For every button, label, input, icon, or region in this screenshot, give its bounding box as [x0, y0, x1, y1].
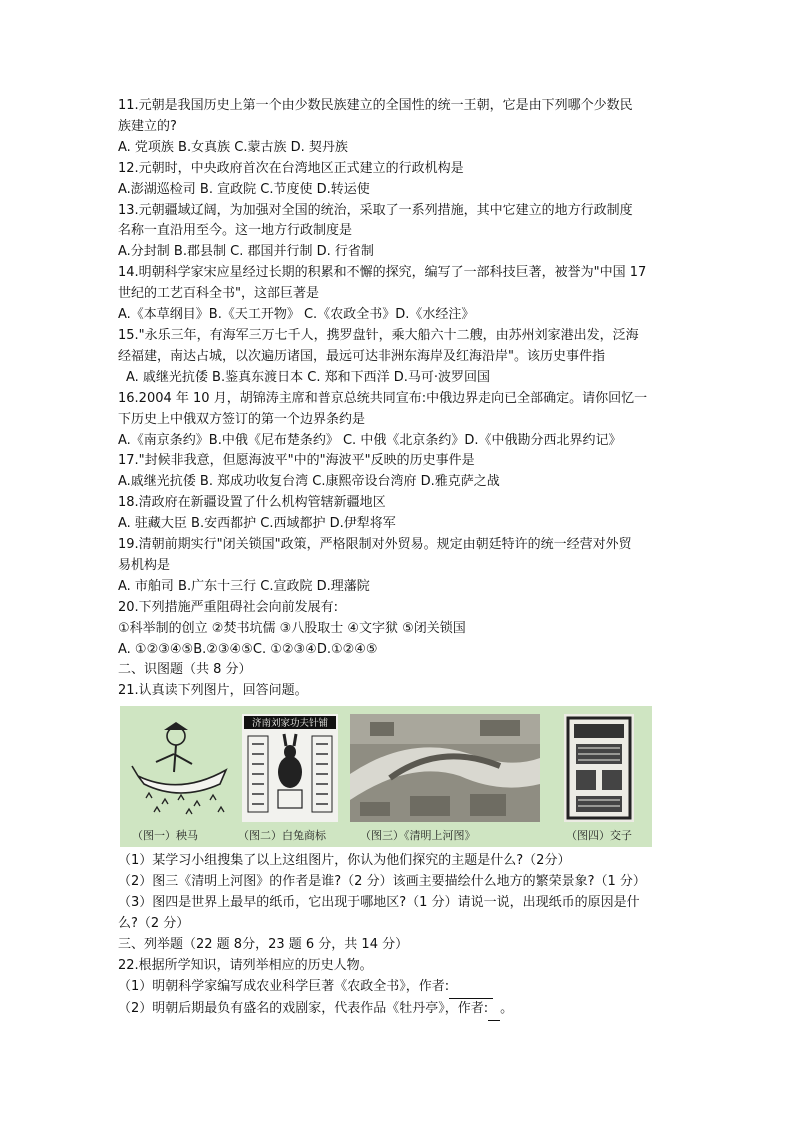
q11-options: A. 党项族 B.女真族 C.蒙古族 D. 契丹族	[118, 139, 348, 155]
q14-line-1: 14.明朝科学家宋应星经过长期的积累和不懈的探究，编写了一部科技巨著，被誉为"中国 17	[118, 265, 647, 281]
questions-21-22	[118, 851, 678, 1020]
q21-figure-strip	[120, 706, 652, 847]
caption-figure-3: （图三）《清明上河图》	[360, 829, 476, 843]
q12-options: A.澎湖巡检司 B. 宣政院 C.节度使 D.转运使	[118, 181, 370, 197]
caption-figure-2: （图二）白兔商标	[238, 829, 326, 843]
q21-sub-3-line-2: 么?（2 分）	[118, 916, 190, 931]
q16-line-2: 下历史上中俄双方签订的第一个边界条约是	[118, 411, 366, 427]
q15-line-2: 经福建，南达占城，以次遍历诸国，最远可达非洲东海岸及红海沿岸"。该历史事件指	[118, 348, 605, 364]
q18-stem: 18.清政府在新疆设置了什么机构管辖新疆地区	[118, 495, 386, 511]
q15-options: A. 戚继光抗倭 B.鉴真东渡日本 C. 郑和下西洋 D.马可·波罗回国	[126, 369, 490, 385]
q13-line-1: 13.元朝疆域辽阔，为加强对全国的统治，采取了一系列措施，其中它建立的地方行政制度	[118, 202, 633, 218]
caption-figure-4: （图四）交子	[566, 829, 632, 843]
q18-options: A. 驻藏大臣 B.安西都护 C.西域都护 D.伊犁将军	[118, 516, 396, 532]
q20-items: ①科举制的创立 ②焚书坑儒 ③八股取士 ④文字狱 ⑤闭关锁国	[118, 620, 466, 636]
q20-stem: 20.下列措施严重阻碍社会向前发展有:	[118, 599, 339, 615]
qingming-scroll-picture	[350, 714, 540, 822]
q21-sub-3-line-1: （3）图四是世界上最早的纸币，它出现于哪地区?（1 分）请说一说，出现纸币的原因是什	[118, 895, 640, 911]
q22-sub-2	[118, 999, 678, 1021]
exam-page	[118, 96, 678, 1021]
trademark-lettering: 济南刘家功夫针铺	[251, 718, 329, 730]
q22-sub-1-answer-blank[interactable]	[449, 977, 493, 999]
questions-11-21	[118, 96, 678, 702]
section-3-heading: 三、列举题（22 题 8分，23 题 6 分，共 14 分）	[118, 936, 409, 952]
q11-line-1: 11.元朝是我国历史上第一个由少数民族建立的全国性的统一王朝，它是由下列哪个少数民	[118, 98, 633, 113]
q13-options: A.分封制 B.郡县制 C. 郡国并行制 D. 行省制	[118, 244, 374, 260]
caption-figure-1: （图一）秧马	[132, 829, 198, 843]
seedling-horse-picture	[130, 714, 234, 822]
q22-sub-1	[118, 977, 678, 999]
jiaozi-paper-money-picture	[564, 714, 634, 822]
q16-options: A.《南京条约》B.中俄《尼布楚条约》 C. 中俄《北京条约》D.《中俄勘分西北界约记》	[118, 432, 622, 448]
white-rabbit-trademark-picture	[242, 714, 338, 822]
q12-stem: 12.元朝时，中央政府首次在台湾地区正式建立的行政机构是	[118, 160, 464, 176]
q14-line-2: 世纪的工艺百科全书"，这部巨著是	[118, 286, 319, 302]
q20-options: A. ①②③④⑤B.②③④⑤C. ①②③④D.①②④⑤	[118, 641, 378, 657]
q22-sub-2-text: （2）明朝后期最负有盛名的戏剧家，代表作品《牡丹亭》，作者:	[118, 1000, 489, 1016]
q13-line-2: 名称一直沿用至今。这一地方行政制度是	[118, 223, 353, 239]
q17-options: A.戚继光抗倭 B. 郑成功收复台湾 C.康熙帝设台湾府 D.雅克萨之战	[118, 474, 500, 490]
q21-stem: 21.认真读下列图片，回答问题。	[118, 683, 308, 699]
q21-sub-1: （1）某学习小组搜集了以上这组图片，你认为他们探究的主题是什么?（2分）	[118, 853, 571, 869]
q11-line-2: 族建立的?	[118, 118, 177, 134]
q22-stem: 22.根据所学知识，请列举相应的历史人物。	[118, 957, 373, 973]
q22-sub-2-tail: 。	[500, 1000, 514, 1016]
q16-line-1: 16.2004 年 10 月，胡锦涛主席和普京总统共同宣布:中俄边界走向已全部确定。请你回忆一	[118, 390, 648, 406]
q22-sub-1-text: （1）明朝科学家编写成农业科学巨著《农政全书》，作者:	[118, 978, 450, 994]
q22-sub-2-answer-blank[interactable]	[488, 999, 500, 1021]
q19-options: A. 市舶司 B.广东十三行 C.宣政院 D.理藩院	[118, 578, 370, 594]
q15-line-1: 15."永乐三年，有海军三万七千人，携罗盘针，乘大船六十二艘，由苏州刘家港出发，泛海	[118, 327, 639, 343]
q21-sub-2: （2）图三《清明上河图》的作者是谁?（2 分）该画主要描绘什么地方的繁荣景象?（1 分）	[118, 874, 646, 890]
q14-options: A.《本草纲目》B.《天工开物》 C.《农政全书》D.《水经注》	[118, 307, 475, 323]
section-2-heading: 二、识图题（共 8 分）	[118, 662, 252, 678]
q17-stem: 17."封候非我意，但愿海波平"中的"海波平"反映的历史事件是	[118, 453, 475, 469]
q19-line-2: 易机构是	[118, 557, 171, 573]
q19-line-1: 19.清朝前期实行"闭关锁国"政策，严格限制对外贸易。规定由朝廷特许的统一经营对外贸	[118, 537, 632, 553]
